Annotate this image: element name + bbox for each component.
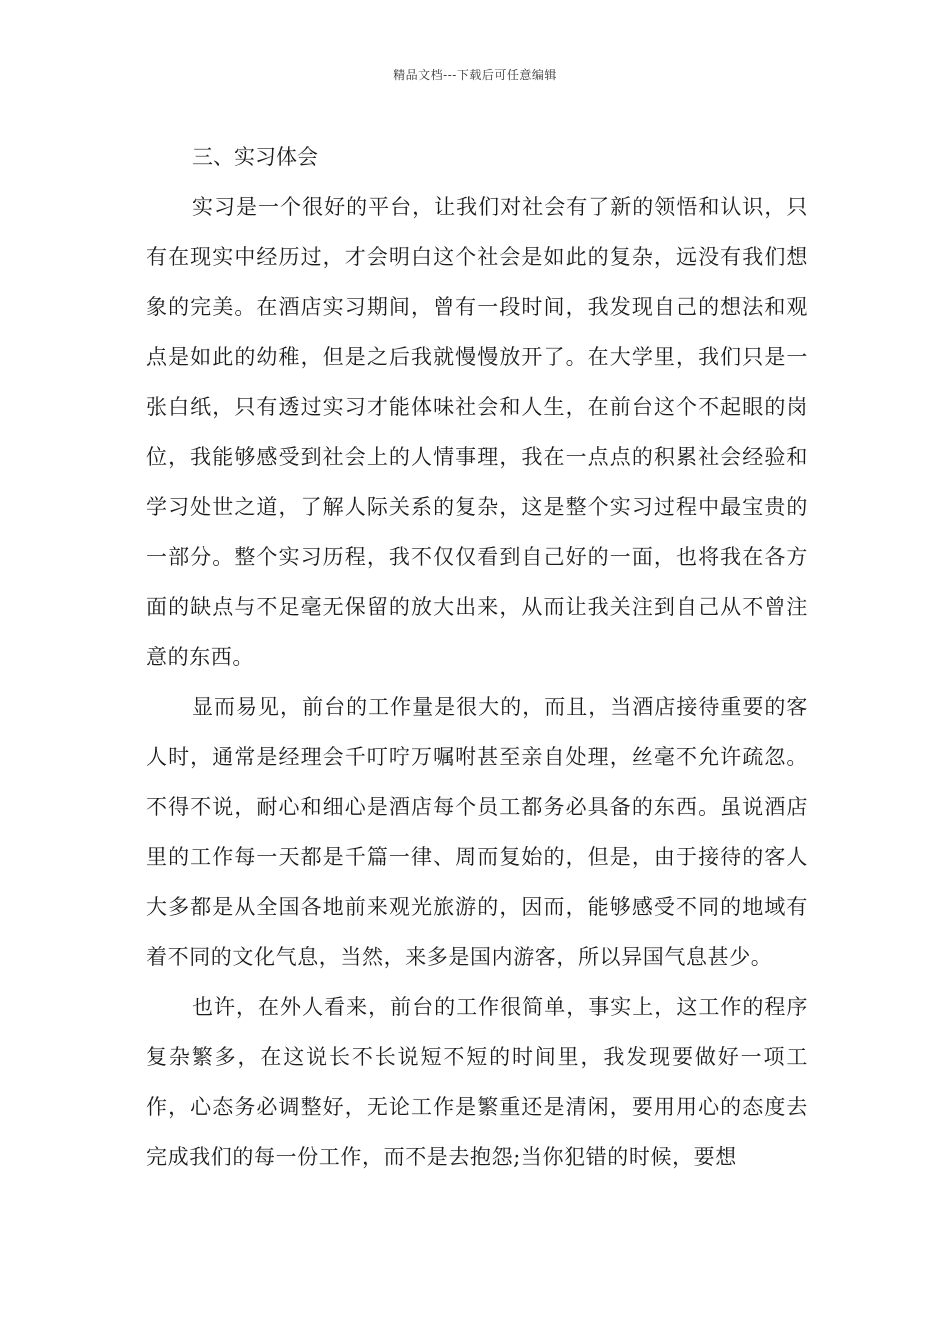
paragraph: 实习是一个很好的平台，让我们对社会有了新的领悟和认识，只有在现实中经历过，才会明白这个社会是如此的复杂，远没有我们想象的完美。在酒店实习期间，曾有一段时间，我发现自己的想法和观点是如此的幼稚，但是之后我就慢慢放开了。在大学里，我们只是一张白纸，只有透过实习才能体味社会和人生，在前台这个不起眼的岗位，我能够感受到社会上的人情事理，我在一点点的积累社会经验和学习处世之道，了解人际关系的复杂，这是整个实习过程中最宝贵的一部分。整个实习历程，我不仅仅看到自己好的一面，也将我在各方面的缺点与不足毫无保留的放大出来，从而让我关注到自己从不曾注意的东西。 xyxy=(146,195,808,669)
page-header: 精品文档---下载后可任意编辑 xyxy=(393,68,557,82)
paragraph: 显而易见，前台的工作量是很大的，而且，当酒店接待重要的客人时，通常是经理会千叮咛万嘱咐甚至亲自处理，丝毫不允许疏忽。不得不说，耐心和细心是酒店每个员工都务必具备的东西。虽说酒店里的工作每一天都是千篇一律、周而复始的，但是，由于接待的客人大多都是从全国各地前来观光旅游的，因而，能够感受不同的地域有着不同的文化气息，当然，来多是国内游客，所以异国气息甚少。 xyxy=(146,695,808,969)
document-body xyxy=(146,132,808,1182)
section-heading: 三、实习体会 xyxy=(192,145,318,169)
paragraph: 也许，在外人看来，前台的工作很简单，事实上，这工作的程序复杂繁多，在这说长不长说短不短的时间里，我发现要做好一项工作，心态务必调整好，无论工作是繁重还是清闲，要用用心的态度去完成我们的每一份工作，而不是去抱怨;当你犯错的时候，要想 xyxy=(146,995,808,1169)
